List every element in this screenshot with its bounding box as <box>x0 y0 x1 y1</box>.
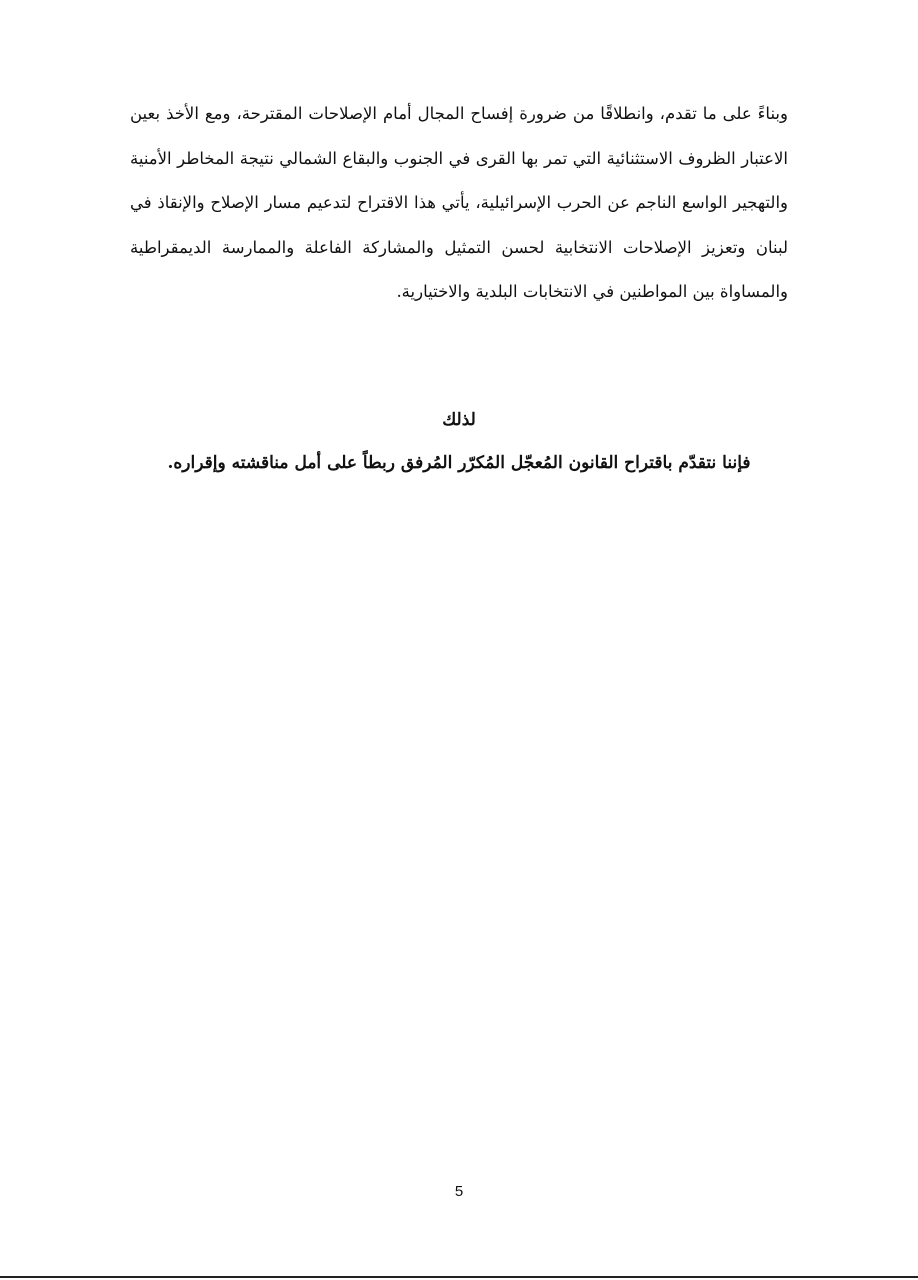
conclusion-statement: فإننا نتقدّم باقتراح القانون المُعجّل المُكرّر المُرفق ربطاً على أمل مناقشته وإقراره. <box>167 453 751 473</box>
conclusion-heading: لذلك <box>442 410 476 430</box>
page-number: 5 <box>454 1183 464 1200</box>
bottom-edge-line <box>0 1276 918 1278</box>
body-paragraph: وبناءً على ما تقدم، وانطلاقًا من ضرورة إفساح المجال أمام الإصلاحات المقترحة، ومع الأخذ بعين الاعتبار الظروف الاستثنائية التي تمر بها القرى في الجنوب والبقاع الشمالي نتيجة المخاطر الأمنية والتهجير الواسع الناجم عن الحرب الإسرائيلية، يأتي هذا الاقتراح لتدعيم مسار الإصلاح والإنقاذ في لبنان وتعزيز الإصلاحات الانتخابية لحسن التمثيل والمشاركة الفاعلة والممارسة الديمقراطية والمساواة بين المواطنين في الانتخابات البلدية والاختيارية. <box>130 104 788 301</box>
